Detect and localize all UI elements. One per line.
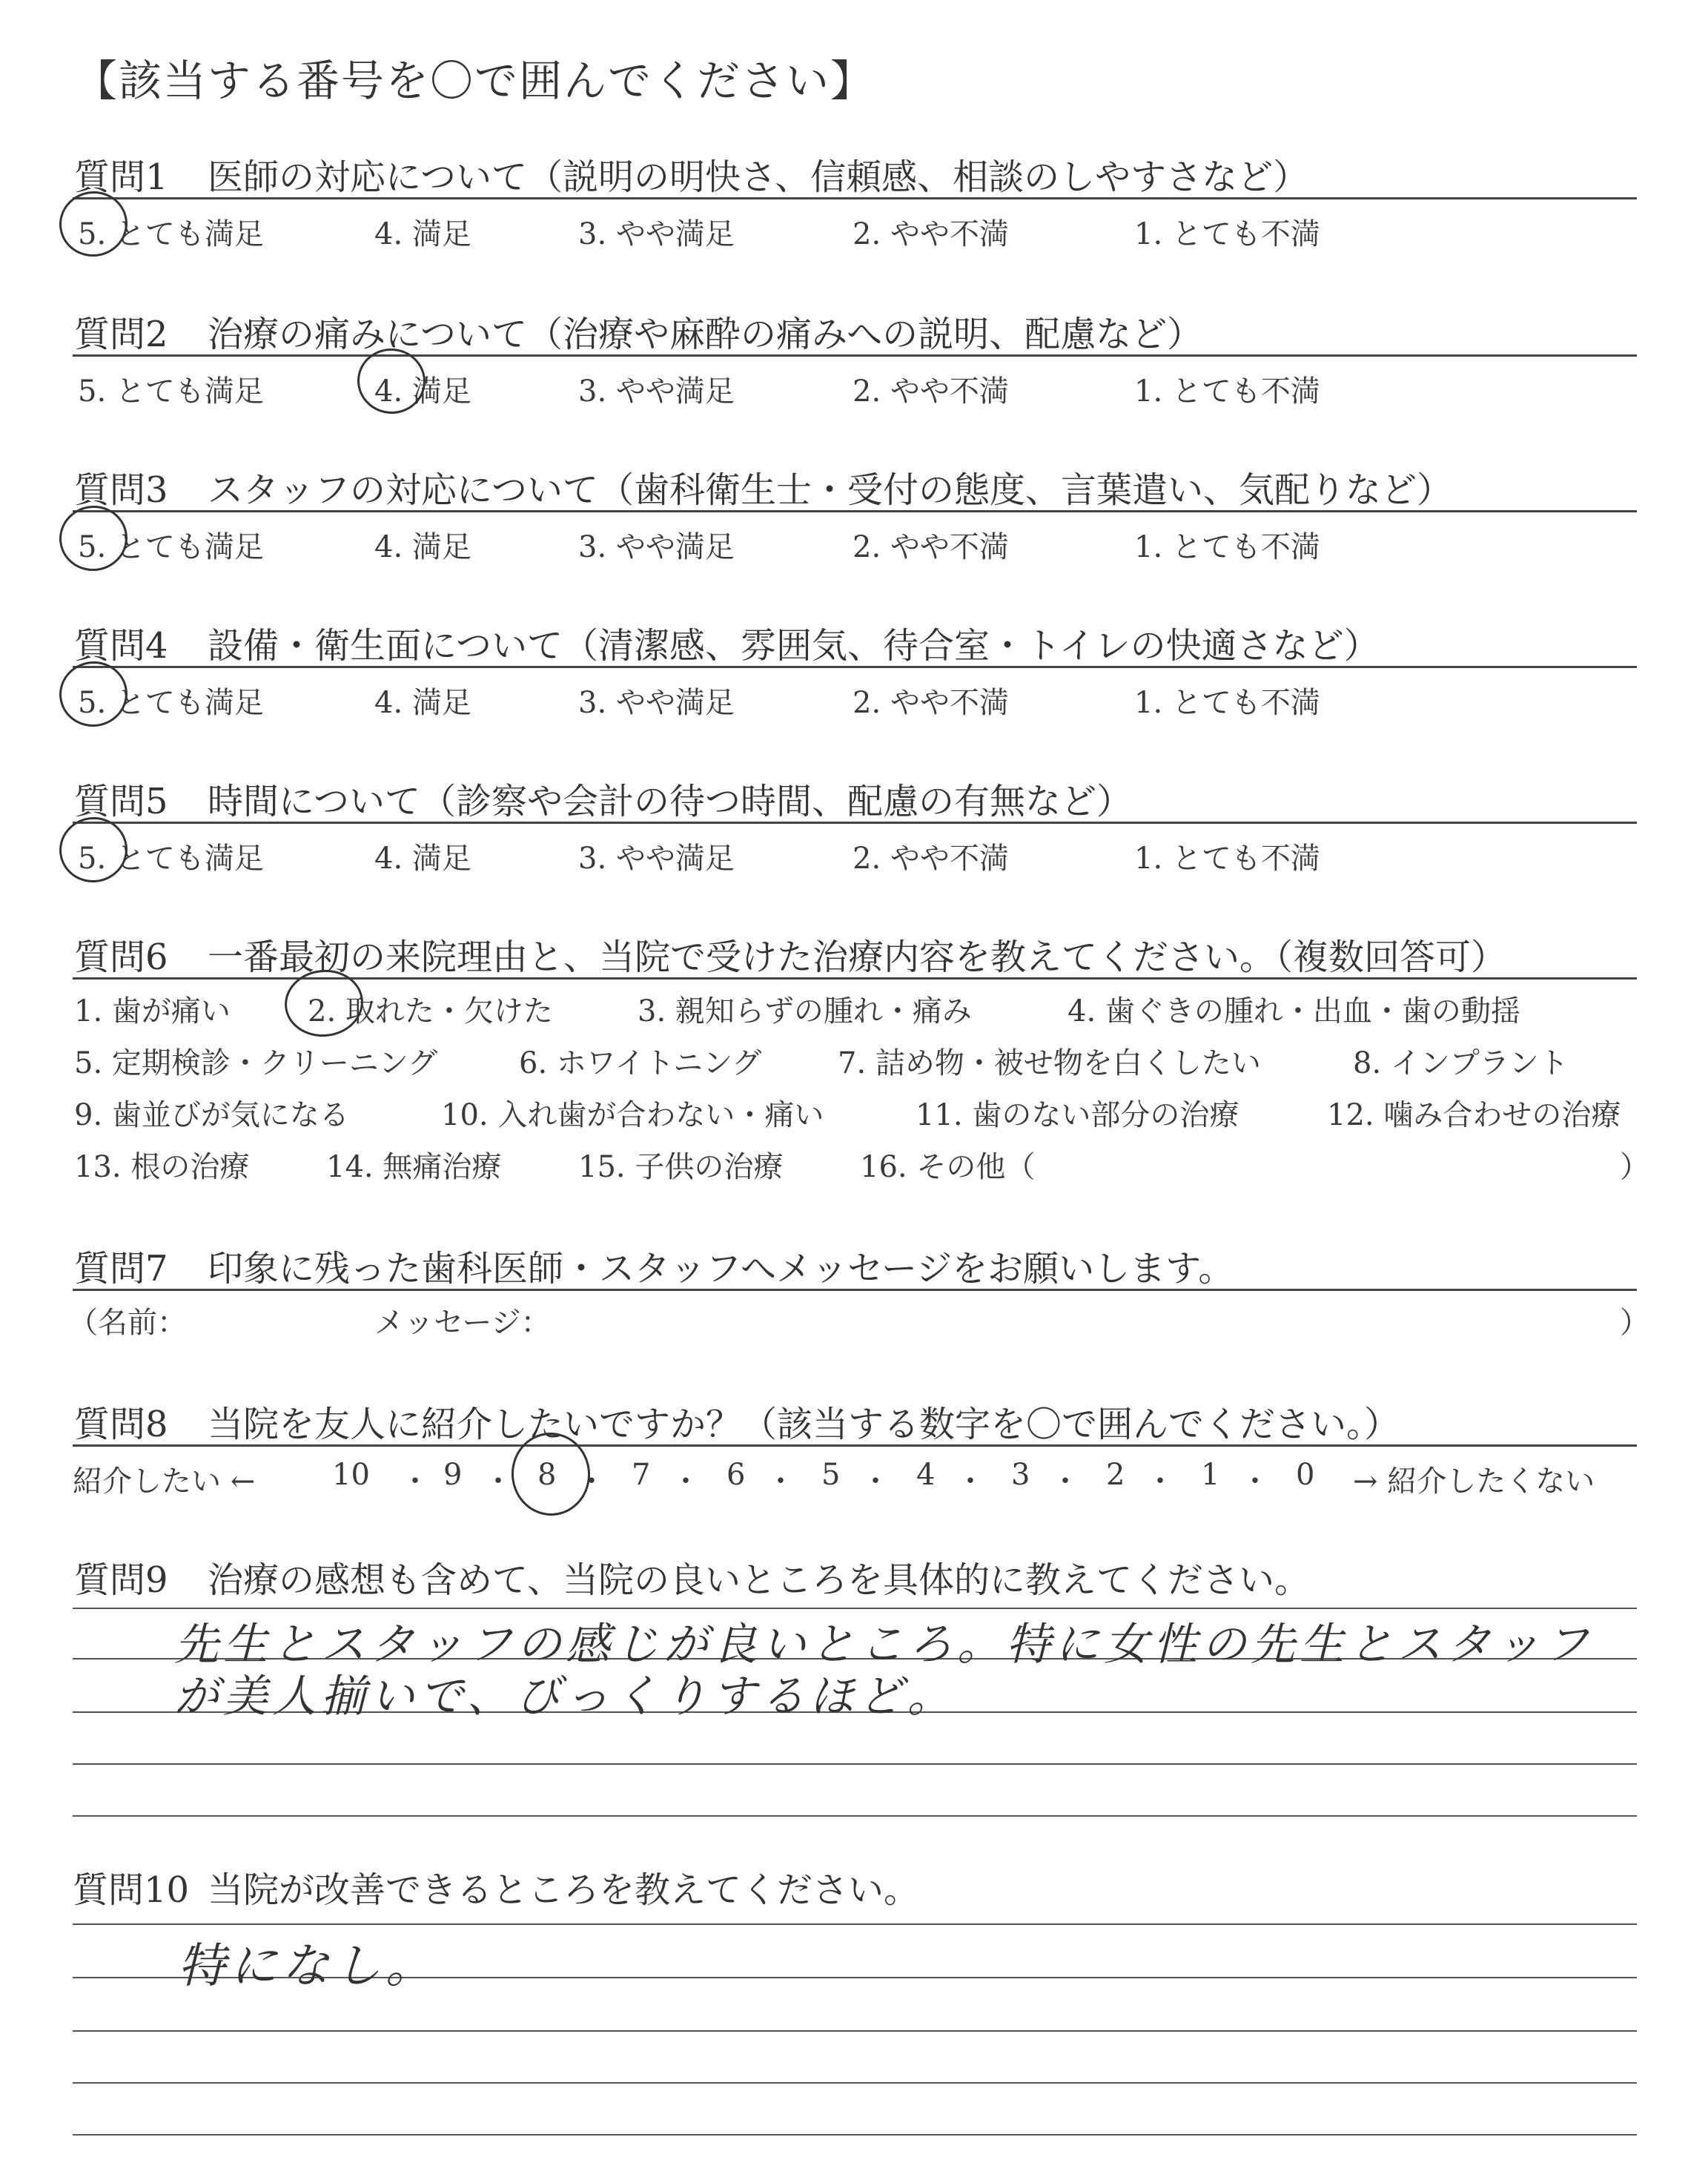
option-4[interactable]: 4. 満足 bbox=[374, 217, 471, 251]
scale-value[interactable]: 7 bbox=[632, 1458, 651, 1492]
option-5[interactable]: 5. とても満足 bbox=[78, 842, 264, 876]
scale-left-label: 紹介したい ← bbox=[73, 1464, 256, 1499]
reason-option[interactable]: 4. 歯ぐきの腫れ・出血・歯の動揺 bbox=[1068, 994, 1520, 1028]
answer-line bbox=[73, 1923, 1637, 1925]
question-text: 当院を友人に紹介したいですか？（該当する数字を〇で囲んでください。） bbox=[208, 1404, 1400, 1445]
reason-option[interactable]: 9. 歯並びが気になる bbox=[74, 1098, 349, 1132]
scale-separator: ・ bbox=[861, 1464, 890, 1499]
reason-option[interactable]: 15. 子供の治療 bbox=[578, 1150, 784, 1184]
reason-option[interactable]: 12. 噛み合わせの治療 bbox=[1327, 1098, 1621, 1132]
scale-value[interactable]: 3 bbox=[1011, 1458, 1030, 1492]
divider bbox=[73, 666, 1637, 668]
option-4[interactable]: 4. 満足 bbox=[374, 530, 471, 564]
scale-separator: ・ bbox=[766, 1464, 795, 1499]
handwritten-answer-line: が美人揃いで、びっくりするほど。 bbox=[174, 1671, 956, 1723]
question-label: 質問9 bbox=[74, 1559, 168, 1601]
answer-line bbox=[73, 1815, 1637, 1817]
scale-value[interactable]: 6 bbox=[726, 1458, 746, 1492]
option-5[interactable]: 5. とても満足 bbox=[78, 686, 264, 720]
reason-option[interactable]: 8. インプラント bbox=[1353, 1046, 1569, 1080]
option-3[interactable]: 3. やや満足 bbox=[578, 374, 735, 409]
scale-value[interactable]: 5 bbox=[821, 1458, 841, 1492]
question-label: 質問6 bbox=[74, 937, 168, 978]
close-paren: ） bbox=[1620, 1306, 1649, 1340]
form-title: 【該当する番号を〇で囲んでください】 bbox=[74, 56, 875, 106]
scale-separator: ・ bbox=[577, 1464, 606, 1499]
question-text: 設備・衛生面について（清潔感、雰囲気、待合室・トイレの快適さなど） bbox=[208, 625, 1380, 667]
handwritten-answer-line: 特になし。 bbox=[178, 1939, 437, 1994]
reason-option[interactable]: 14. 無痛治療 bbox=[326, 1150, 502, 1184]
divider bbox=[73, 354, 1637, 357]
question-label: 質問10 bbox=[73, 1869, 190, 1911]
question-text: 一番最初の来院理由と、当院で受けた治療内容を教えてください。（複数回答可） bbox=[208, 937, 1507, 978]
scale-separator: ・ bbox=[1050, 1464, 1080, 1499]
scale-separator: ・ bbox=[956, 1464, 985, 1499]
answer-line bbox=[73, 2134, 1637, 2136]
question-text: 医師の対応について（説明の明快さ、信頼感、相談のしやすさなど） bbox=[208, 156, 1309, 198]
scale-value[interactable]: 9 bbox=[443, 1458, 463, 1492]
option-5[interactable]: 5. とても満足 bbox=[78, 217, 264, 251]
reason-option[interactable]: 10. 入れ歯が合わない・痛い bbox=[441, 1098, 824, 1132]
reason-option[interactable]: 11. 歯のない部分の治療 bbox=[916, 1098, 1239, 1132]
divider bbox=[73, 1444, 1637, 1447]
question-text: 治療の痛みについて（治療や麻酔の痛みへの説明、配慮など） bbox=[208, 314, 1203, 355]
reason-option[interactable]: 13. 根の治療 bbox=[74, 1150, 250, 1184]
question-text: 当院が改善できるところを教えてください。 bbox=[208, 1869, 920, 1911]
option-1[interactable]: 1. とても不満 bbox=[1134, 842, 1320, 876]
question-label: 質問4 bbox=[74, 625, 168, 667]
question-text: 印象に残った歯科医師・スタッフへメッセージをお願いします。 bbox=[208, 1248, 1234, 1289]
question-label: 質問2 bbox=[74, 314, 168, 355]
divider bbox=[73, 197, 1637, 199]
option-2[interactable]: 2. やや不満 bbox=[853, 374, 1009, 409]
option-3[interactable]: 3. やや満足 bbox=[578, 842, 735, 876]
option-1[interactable]: 1. とても不満 bbox=[1134, 686, 1320, 720]
answer-line bbox=[73, 2030, 1637, 2032]
message-label: メッセージ： bbox=[374, 1306, 551, 1340]
question-text: スタッフの対応について（歯科衛生士・受付の態度、言葉遣い、気配りなど） bbox=[208, 469, 1453, 511]
scale-value[interactable]: 1 bbox=[1201, 1458, 1220, 1492]
scale-right-label: → 紹介したくない bbox=[1353, 1464, 1595, 1499]
scale-value[interactable]: 2 bbox=[1106, 1458, 1125, 1492]
reason-option[interactable]: 6. ホワイトニング bbox=[519, 1046, 762, 1080]
handwritten-answer-line: 先生とスタッフの感じが良いところ。特に女性の先生とスタッフ bbox=[174, 1619, 1593, 1671]
option-3[interactable]: 3. やや満足 bbox=[578, 530, 735, 564]
close-paren: ） bbox=[1620, 1150, 1649, 1184]
question-label: 質問1 bbox=[74, 156, 168, 198]
divider bbox=[73, 1289, 1637, 1291]
reason-option[interactable]: 16. その他（ bbox=[860, 1150, 1036, 1184]
reason-option[interactable]: 3. 親知らずの腫れ・痛み bbox=[638, 994, 972, 1028]
scale-value[interactable]: 0 bbox=[1296, 1458, 1315, 1492]
option-3[interactable]: 3. やや満足 bbox=[578, 217, 735, 251]
scale-value[interactable]: 10 bbox=[332, 1458, 370, 1492]
option-3[interactable]: 3. やや満足 bbox=[578, 686, 735, 720]
scale-value[interactable]: 4 bbox=[916, 1458, 936, 1492]
scale-separator: ・ bbox=[1240, 1464, 1270, 1499]
question-text: 治療の感想も含めて、当院の良いところを具体的に教えてください。 bbox=[208, 1559, 1311, 1601]
question-label: 質問8 bbox=[74, 1404, 168, 1445]
question-label: 質問5 bbox=[74, 781, 168, 822]
scale-separator: ・ bbox=[1145, 1464, 1175, 1499]
answer-line bbox=[73, 1763, 1637, 1765]
option-2[interactable]: 2. やや不満 bbox=[853, 217, 1009, 251]
option-4[interactable]: 4. 満足 bbox=[374, 374, 471, 409]
question-label: 質問7 bbox=[74, 1248, 168, 1289]
option-2[interactable]: 2. やや不満 bbox=[853, 530, 1009, 564]
option-4[interactable]: 4. 満足 bbox=[374, 686, 471, 720]
option-2[interactable]: 2. やや不満 bbox=[853, 842, 1009, 876]
answer-line bbox=[73, 2082, 1637, 2084]
question-text: 時間について（診察や会計の待つ時間、配慮の有無など） bbox=[208, 781, 1133, 822]
reason-option[interactable]: 1. 歯が痛い bbox=[74, 994, 231, 1028]
divider bbox=[73, 822, 1637, 824]
option-1[interactable]: 1. とても不満 bbox=[1134, 217, 1320, 251]
name-label: （名前： bbox=[68, 1306, 187, 1340]
option-1[interactable]: 1. とても不満 bbox=[1134, 374, 1320, 409]
question-label: 質問3 bbox=[74, 469, 168, 511]
scale-separator: ・ bbox=[483, 1464, 513, 1499]
reason-option[interactable]: 5. 定期検診・クリーニング bbox=[74, 1046, 438, 1080]
scale-value[interactable]: 8 bbox=[537, 1458, 557, 1492]
divider bbox=[73, 510, 1637, 512]
scale-separator: ・ bbox=[671, 1464, 701, 1499]
option-4[interactable]: 4. 満足 bbox=[374, 842, 471, 876]
reason-option[interactable]: 7. 詰め物・被せ物を白くしたい bbox=[838, 1046, 1261, 1080]
option-5[interactable]: 5. とても満足 bbox=[78, 530, 264, 564]
reason-option[interactable]: 2. 取れた・欠けた bbox=[308, 994, 553, 1028]
option-2[interactable]: 2. やや不満 bbox=[853, 686, 1009, 720]
option-1[interactable]: 1. とても不満 bbox=[1134, 530, 1320, 564]
option-5[interactable]: 5. とても満足 bbox=[78, 374, 264, 409]
scale-separator: ・ bbox=[400, 1464, 430, 1499]
